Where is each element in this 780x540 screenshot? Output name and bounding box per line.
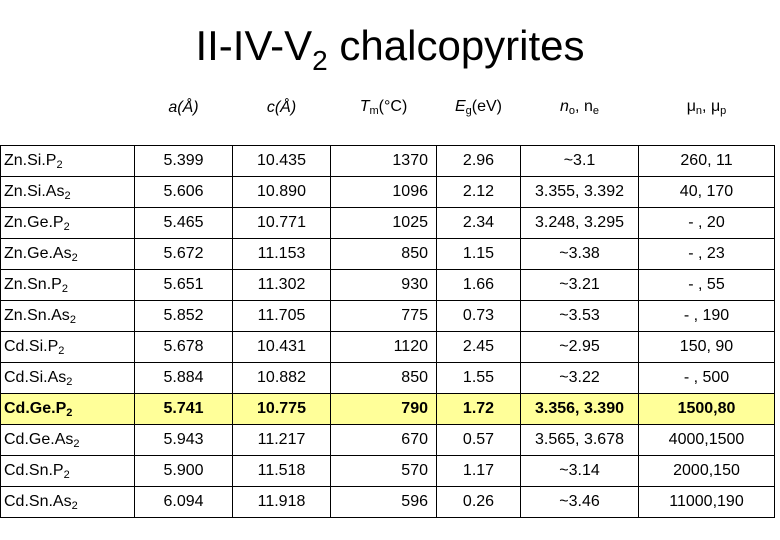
- lattice-c: 11.302: [233, 270, 331, 301]
- refractive-index: ~3.14: [521, 456, 639, 487]
- refractive-index: 3.248, 3.295: [521, 208, 639, 239]
- compound-name: $Zn.Ge.P_2$: [1, 208, 135, 239]
- table-row: [1, 177, 775, 208]
- refractive-index: ~3.21: [521, 270, 639, 301]
- melting-temp: 850: [331, 363, 437, 394]
- compound-name: $Cd.Sn.As_2$: [1, 487, 135, 518]
- refractive-index: ~3.22: [521, 363, 639, 394]
- refractive-index: ~3.53: [521, 301, 639, 332]
- band-gap: 1.55: [437, 363, 521, 394]
- band-gap: 1.15: [437, 239, 521, 270]
- table-row: [1, 332, 775, 363]
- mobility: 40, 170: [639, 177, 775, 208]
- mobility: - , 500: [639, 363, 775, 394]
- table-row: [1, 394, 775, 425]
- chalcopyrite-table: [0, 70, 775, 518]
- table-row: [1, 239, 775, 270]
- refractive-index: ~3.1: [521, 146, 639, 177]
- melting-temp: 1096: [331, 177, 437, 208]
- melting-temp: 850: [331, 239, 437, 270]
- lattice-c: 11.217: [233, 425, 331, 456]
- table-row: [1, 456, 775, 487]
- band-gap: 2.45: [437, 332, 521, 363]
- table-row: [1, 270, 775, 301]
- compound-name: $Cd.Sn.P_2$: [1, 456, 135, 487]
- lattice-a: 5.900: [135, 456, 233, 487]
- band-gap: 1.72: [437, 394, 521, 425]
- lattice-c: 10.771: [233, 208, 331, 239]
- band-gap: 0.26: [437, 487, 521, 518]
- lattice-c: 11.153: [233, 239, 331, 270]
- table-row: [1, 208, 775, 239]
- band-gap: 0.57: [437, 425, 521, 456]
- band-gap: 2.12: [437, 177, 521, 208]
- page-title: $II-IV-V_2$ chalcopyrites: [195, 22, 585, 76]
- lattice-c: 11.518: [233, 456, 331, 487]
- compound-name: $Zn.Sn.As_2$: [1, 301, 135, 332]
- header-blank: [1, 70, 135, 146]
- lattice-c: 10.431: [233, 332, 331, 363]
- header-mobility: $\mu_n$, $\mu_p$: [639, 70, 775, 146]
- table-row: [1, 363, 775, 394]
- lattice-a: 5.672: [135, 239, 233, 270]
- mobility: 4000,1500: [639, 425, 775, 456]
- header-c: c(Å): [233, 70, 331, 146]
- lattice-a: 5.651: [135, 270, 233, 301]
- mobility: 260, 11: [639, 146, 775, 177]
- mobility: - , 23: [639, 239, 775, 270]
- mobility: 1500,80: [639, 394, 775, 425]
- melting-temp: 790: [331, 394, 437, 425]
- melting-temp: 1120: [331, 332, 437, 363]
- melting-temp: 670: [331, 425, 437, 456]
- lattice-a: 5.678: [135, 332, 233, 363]
- lattice-c: 11.705: [233, 301, 331, 332]
- band-gap: 0.73: [437, 301, 521, 332]
- mobility: - , 190: [639, 301, 775, 332]
- header-a: a(Å): [135, 70, 233, 146]
- compound-name: $Zn.Si.P_2$: [1, 146, 135, 177]
- mobility: 11000,190: [639, 487, 775, 518]
- refractive-index: 3.356, 3.390: [521, 394, 639, 425]
- refractive-index: ~3.46: [521, 487, 639, 518]
- lattice-a: 5.943: [135, 425, 233, 456]
- header-refractive: $n_o$, $n_e$: [521, 70, 639, 146]
- band-gap: 2.96: [437, 146, 521, 177]
- lattice-a: 5.606: [135, 177, 233, 208]
- band-gap: 1.66: [437, 270, 521, 301]
- mobility: - , 20: [639, 208, 775, 239]
- table-row: [1, 487, 775, 518]
- compound-name: $Zn.Sn.P_2$: [1, 270, 135, 301]
- lattice-a: 5.741: [135, 394, 233, 425]
- refractive-index: ~2.95: [521, 332, 639, 363]
- band-gap: 1.17: [437, 456, 521, 487]
- table-row: [1, 425, 775, 456]
- compound-name: $Zn.Si.As_2$: [1, 177, 135, 208]
- lattice-a: 6.094: [135, 487, 233, 518]
- lattice-a: 5.884: [135, 363, 233, 394]
- melting-temp: 930: [331, 270, 437, 301]
- melting-temp: 775: [331, 301, 437, 332]
- band-gap: 2.34: [437, 208, 521, 239]
- compound-name: $Cd.Ge.P_2$: [1, 394, 135, 425]
- lattice-a: 5.465: [135, 208, 233, 239]
- lattice-c: 10.890: [233, 177, 331, 208]
- refractive-index: 3.565, 3.678: [521, 425, 639, 456]
- lattice-c: 10.882: [233, 363, 331, 394]
- mobility: 150, 90: [639, 332, 775, 363]
- table-row: [1, 146, 775, 177]
- melting-temp: 570: [331, 456, 437, 487]
- lattice-c: 10.775: [233, 394, 331, 425]
- header-tm: $T_m(^\circ C)$: [331, 70, 437, 146]
- melting-temp: 596: [331, 487, 437, 518]
- refractive-index: 3.355, 3.392: [521, 177, 639, 208]
- compound-name: $Zn.Ge.As_2$: [1, 239, 135, 270]
- header-row: [1, 70, 775, 146]
- table-row: [1, 301, 775, 332]
- mobility: 2000,150: [639, 456, 775, 487]
- mobility: - , 55: [639, 270, 775, 301]
- lattice-a: 5.852: [135, 301, 233, 332]
- compound-name: $Cd.Ge.As_2$: [1, 425, 135, 456]
- melting-temp: 1370: [331, 146, 437, 177]
- lattice-c: 11.918: [233, 487, 331, 518]
- lattice-a: 5.399: [135, 146, 233, 177]
- compound-name: $Cd.Si.As_2$: [1, 363, 135, 394]
- refractive-index: ~3.38: [521, 239, 639, 270]
- lattice-c: 10.435: [233, 146, 331, 177]
- header-eg: $E_g(eV)$: [437, 70, 521, 146]
- melting-temp: 1025: [331, 208, 437, 239]
- compound-name: $Cd.Si.P_2$: [1, 332, 135, 363]
